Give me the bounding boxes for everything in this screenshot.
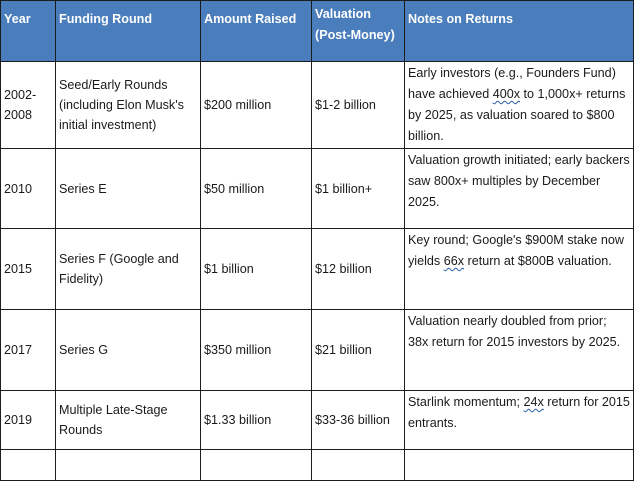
cell-funding-round: Series E bbox=[56, 149, 201, 229]
cell-valuation: $1-2 billion bbox=[312, 62, 405, 149]
notes-text: Valuation growth initiated; early backers saw 800x+ multiples by December 2025. bbox=[408, 153, 630, 209]
header-valuation-line1: Valuation bbox=[315, 7, 371, 21]
cell-valuation: $1 billion+ bbox=[312, 149, 405, 229]
cell-funding-round: Seed/Early Rounds (including Elon Musk's initial investment) bbox=[56, 62, 201, 149]
cell-amount-raised: $350 million bbox=[201, 310, 312, 391]
table-row bbox=[1, 229, 634, 310]
table-row bbox=[1, 149, 634, 229]
cell-valuation: $33-36 billion bbox=[312, 391, 405, 450]
cell-empty bbox=[201, 450, 312, 481]
cell-amount-raised: $50 million bbox=[201, 149, 312, 229]
cell-year: 2015 bbox=[1, 229, 56, 310]
cell-empty bbox=[1, 450, 56, 481]
header-valuation bbox=[312, 1, 405, 62]
table-row bbox=[1, 391, 634, 450]
cell-year: 2002-2008 bbox=[1, 62, 56, 149]
cell-funding-round: Series G bbox=[56, 310, 201, 391]
cell-notes bbox=[405, 149, 634, 229]
cell-amount-raised: $1.33 billion bbox=[201, 391, 312, 450]
notes-text-rest: return at $800B valuation. bbox=[464, 254, 612, 268]
notes-text: Valuation nearly doubled from prior; 38x return for 2015 investors by 2025. bbox=[408, 314, 621, 349]
header-notes-on-returns: Notes on Returns bbox=[405, 1, 634, 62]
table-row bbox=[1, 62, 634, 149]
table-row bbox=[1, 310, 634, 391]
cell-empty bbox=[312, 450, 405, 481]
table-header bbox=[1, 1, 634, 62]
header-row bbox=[1, 1, 634, 62]
header-funding-round: Funding Round bbox=[56, 1, 201, 62]
notes-spellcheck-mark: 24x bbox=[523, 395, 544, 409]
cell-year: 2019 bbox=[1, 391, 56, 450]
notes-spellcheck-mark: 66x bbox=[443, 254, 465, 268]
notes-text: Starlink momentum; bbox=[408, 395, 524, 409]
notes-text-rest: to 1,000x+ returns by 2025, as valuation soared to $800 billion. bbox=[408, 87, 626, 143]
table-row-partial bbox=[1, 450, 634, 481]
header-valuation-line2: (Post-Money) bbox=[315, 28, 395, 42]
cell-funding-round: Multiple Late-Stage Rounds bbox=[56, 391, 201, 450]
cell-year: 2010 bbox=[1, 149, 56, 229]
cell-amount-raised: $200 million bbox=[201, 62, 312, 149]
notes-text: Early investors (e.g., Founders Fund) have achieved bbox=[408, 66, 616, 101]
cell-notes bbox=[405, 229, 634, 310]
cell-notes bbox=[405, 391, 634, 450]
notes-text-rest: return for 2015 entrants. bbox=[408, 395, 630, 430]
cell-empty bbox=[405, 450, 634, 481]
cell-year: 2017 bbox=[1, 310, 56, 391]
notes-text: Key round; Google's $900M stake now yields bbox=[408, 233, 624, 268]
cell-valuation: $21 billion bbox=[312, 310, 405, 391]
cell-amount-raised: $1 billion bbox=[201, 229, 312, 310]
header-amount-raised: Amount Raised bbox=[201, 1, 312, 62]
table-body bbox=[1, 62, 634, 481]
cell-funding-round: Series F (Google and Fidelity) bbox=[56, 229, 201, 310]
cell-notes bbox=[405, 62, 634, 149]
cell-notes bbox=[405, 310, 634, 391]
cell-valuation: $12 billion bbox=[312, 229, 405, 310]
notes-spellcheck-mark: 400x bbox=[492, 87, 521, 101]
cell-empty bbox=[56, 450, 201, 481]
header-year: Year bbox=[1, 1, 56, 62]
